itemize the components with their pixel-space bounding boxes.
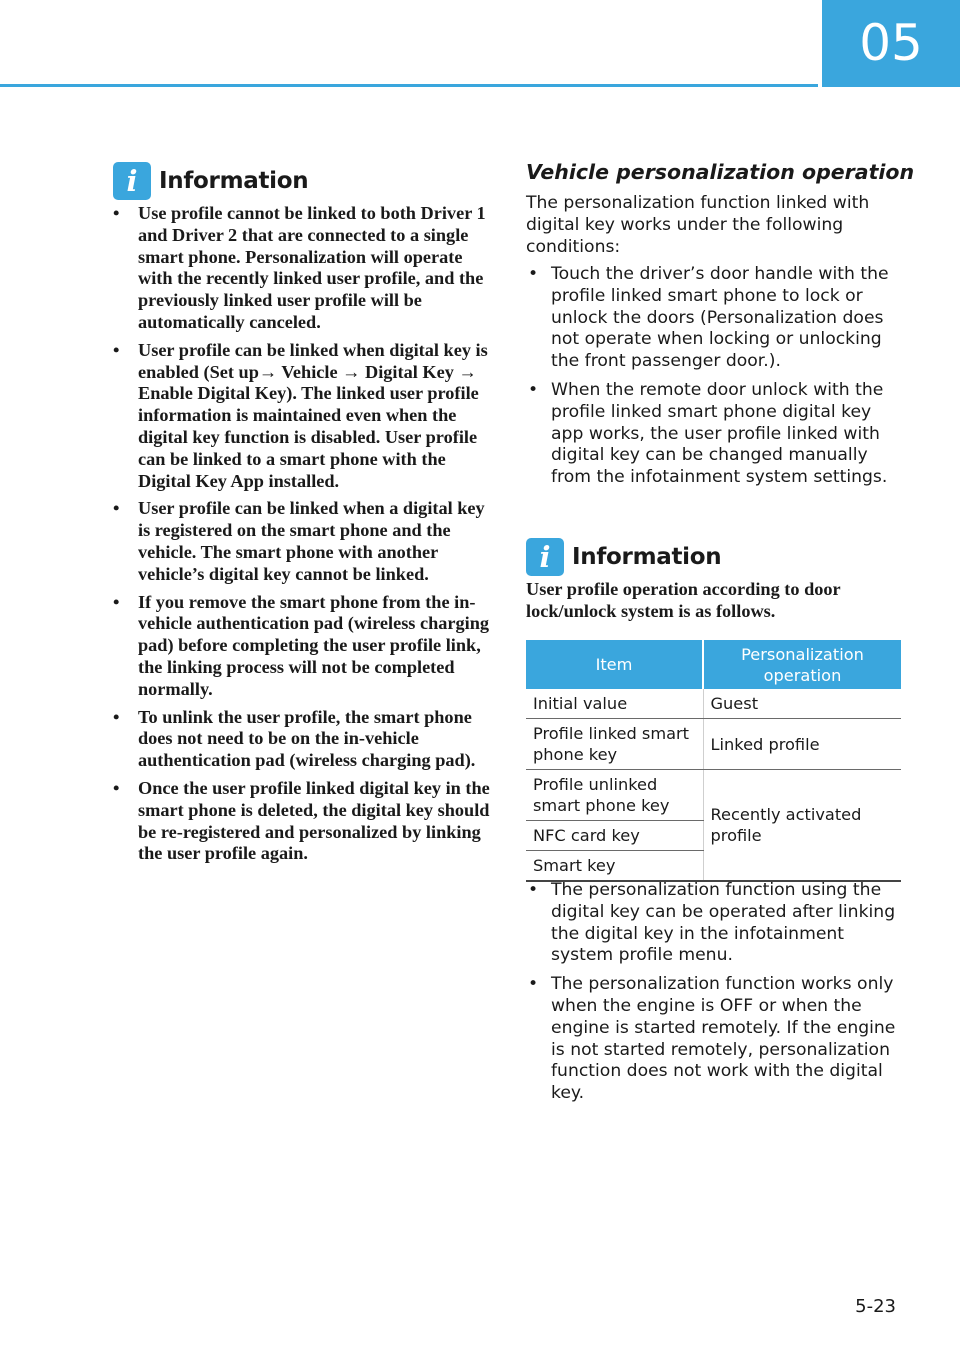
list-item: • User profile can be linked when digital key is enabled (Set up→ Vehicle → Digital Key → Enable Digital Key). The linked user profile information is maintained even when the digital key function is disabled. User profile can be linked to a smart phone with the Digital Key App installed. bbox=[113, 340, 491, 493]
table-cell: Smart key bbox=[526, 851, 703, 882]
chapter-number: 05 bbox=[822, 0, 960, 87]
left-info-list bbox=[113, 203, 491, 871]
table-row bbox=[526, 770, 901, 821]
table-cell: Profile unlinked smart phone key bbox=[526, 770, 703, 821]
list-item: • Use profile cannot be linked to both Driver 1 and Driver 2 that are connected to a single smart phone. Personalization will operate with the recently linked user profile, and the previously linked user profile will be automatically canceled. bbox=[113, 203, 491, 334]
info-title: Information bbox=[159, 168, 309, 194]
table-row bbox=[526, 719, 901, 770]
list-item: • When the remote door unlock with the profile linked smart phone digital key app works, the user profile linked with digital key can be changed manually from the infotainment system settings. bbox=[526, 380, 901, 489]
personalization-table bbox=[526, 640, 901, 882]
list-item: • The personalization function works only when the engine is OFF or when the engine is started remotely. If the engine is not started remotely, personalization function does not work with the digital key. bbox=[526, 974, 901, 1105]
page-number: 5-23 bbox=[855, 1296, 896, 1317]
intro-paragraph: The personalization function linked with digital key works under the following conditions: bbox=[526, 193, 870, 257]
list-item: • The personalization function using the digital key can be operated after linking the digital key in the infotainment system profile menu. bbox=[526, 880, 901, 967]
table-header-item: Item bbox=[526, 640, 703, 689]
left-info-heading bbox=[113, 162, 308, 200]
info-title: Information bbox=[572, 544, 722, 570]
info-icon: i bbox=[526, 538, 564, 576]
table-cell: Linked profile bbox=[703, 719, 901, 770]
table-cell: NFC card key bbox=[526, 821, 703, 851]
list-item: • If you remove the smart phone from the in-vehicle authentication pad (wireless charging pad) before completing the user profile link, the linking process will not be completed normally. bbox=[113, 592, 491, 701]
list-item: • To unlink the user profile, the smart phone does not need to be on the in-vehicle authentication pad (wireless charging pad). bbox=[113, 707, 491, 772]
info-icon: i bbox=[113, 162, 151, 200]
table-header-operation: Personalization operation bbox=[703, 640, 901, 689]
list-item: • User profile can be linked when a digital key is registered on the smart phone and the vehicle. The smart phone with another vehicle’s digital key cannot be linked. bbox=[113, 498, 491, 585]
list-item: • Touch the driver’s door handle with the profile linked smart phone to lock or unlock the doors (Personalization does not operate when locking or unlocking the front passenger door.). bbox=[526, 264, 901, 373]
notes-list bbox=[526, 880, 901, 1112]
table-cell: Guest bbox=[703, 689, 901, 719]
info-paragraph: User profile operation according to door lock/unlock system is as follows. bbox=[526, 579, 841, 621]
header-rule bbox=[0, 84, 818, 87]
table-cell: Initial value bbox=[526, 689, 703, 719]
table-cell: Recently activated profile bbox=[703, 770, 901, 882]
table-cell: Profile linked smart phone key bbox=[526, 719, 703, 770]
list-item: • Once the user profile linked digital key in the smart phone is deleted, the digital key should be re-registered and personalized by linking the user profile again. bbox=[113, 778, 491, 865]
table-row bbox=[526, 689, 901, 719]
right-info-heading bbox=[526, 538, 721, 576]
section-title: Vehicle personalization operation bbox=[526, 160, 915, 184]
conditions-list bbox=[526, 264, 901, 496]
